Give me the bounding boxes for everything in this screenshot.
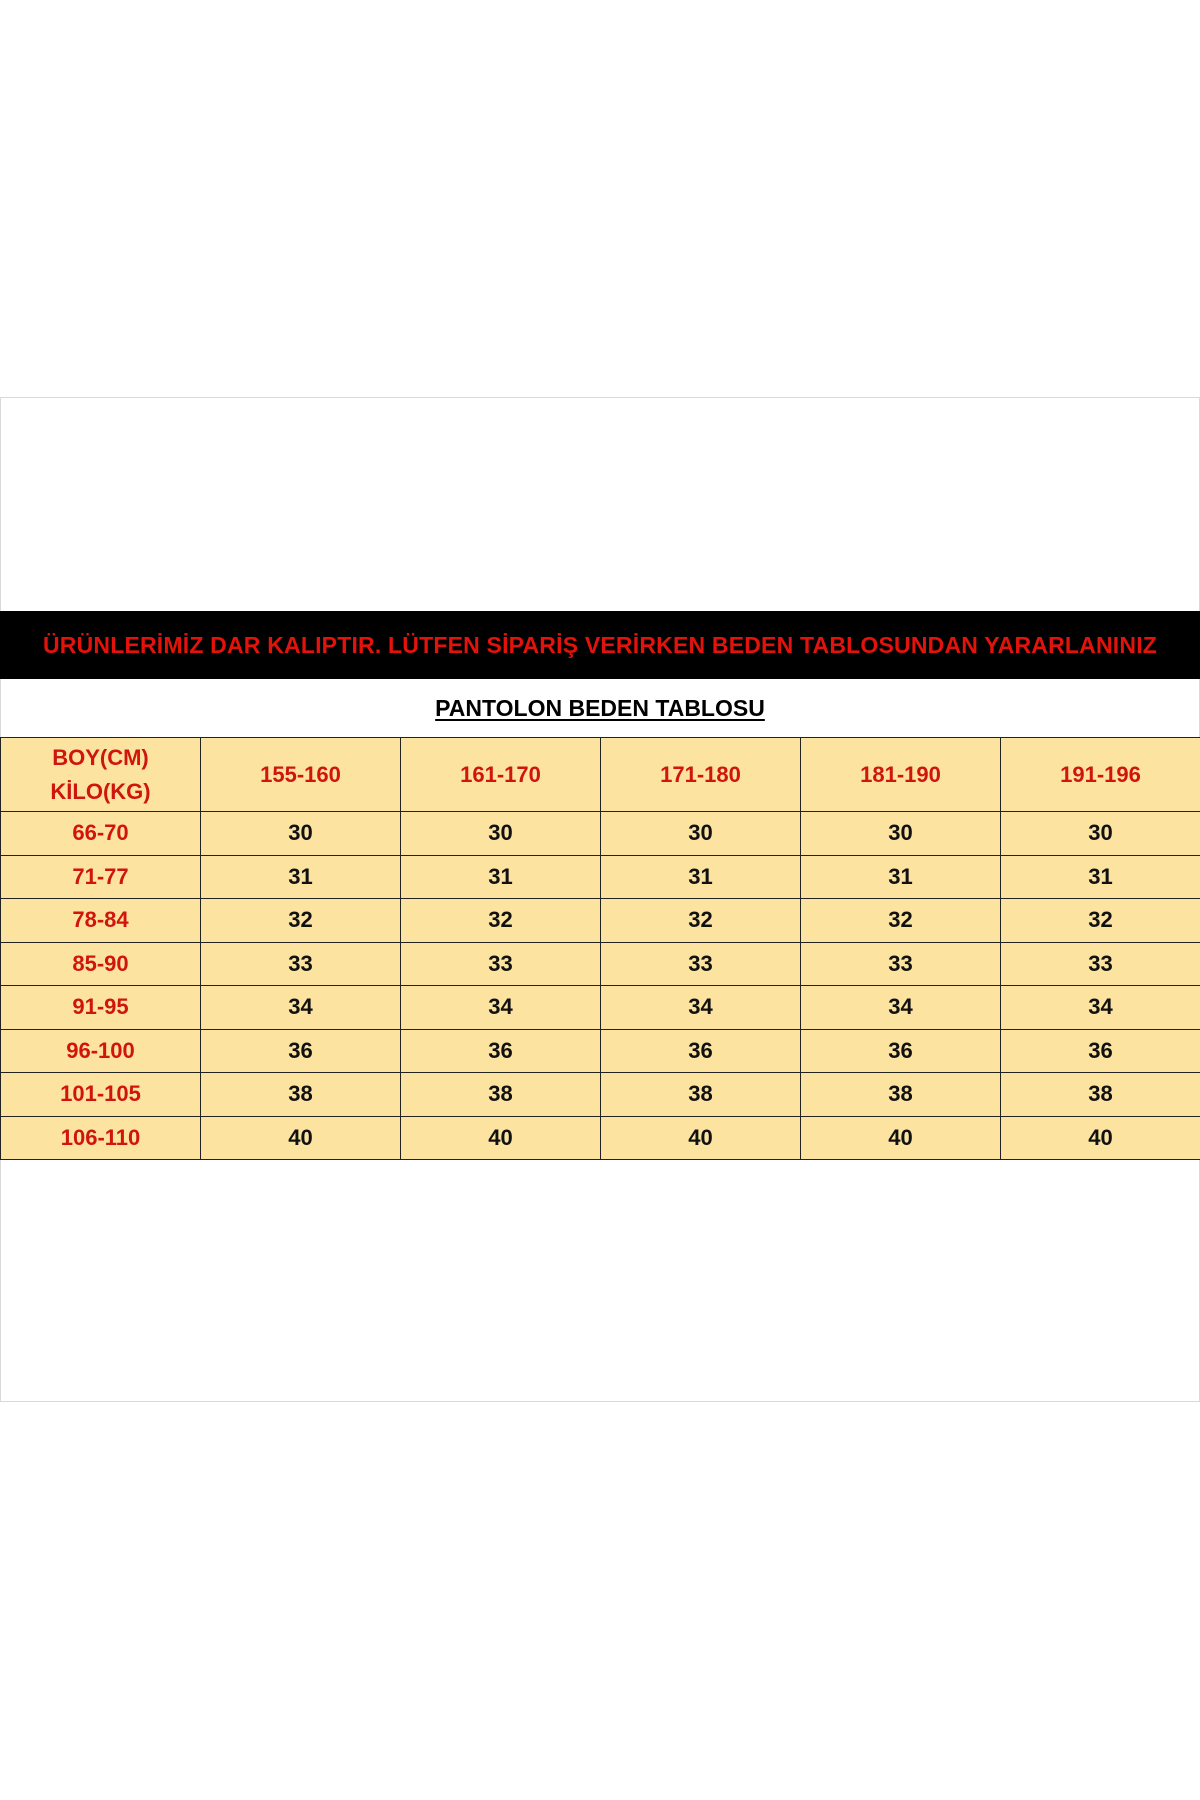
size-cell: 32: [1001, 899, 1200, 943]
size-cell: 38: [801, 1073, 1001, 1117]
column-header: 191-196: [1001, 738, 1200, 812]
size-cell: 36: [201, 1029, 401, 1073]
size-cell: 33: [801, 942, 1001, 986]
size-cell: 33: [1001, 942, 1200, 986]
row-weight-label: 85-90: [1, 942, 201, 986]
size-cell: 36: [401, 1029, 601, 1073]
table-row: [1, 1116, 1200, 1160]
size-cell: 40: [601, 1116, 801, 1160]
size-cell: 34: [1001, 986, 1200, 1030]
table-row: [1, 812, 1200, 856]
row-weight-label: 91-95: [1, 986, 201, 1030]
size-cell: 38: [401, 1073, 601, 1117]
warning-banner: [0, 611, 1200, 679]
size-table: [0, 737, 1200, 1160]
column-header: 161-170: [401, 738, 601, 812]
size-cell: 34: [401, 986, 601, 1030]
table-row: [1, 1073, 1200, 1117]
size-cell: 33: [401, 942, 601, 986]
size-cell: 32: [201, 899, 401, 943]
table-row: [1, 899, 1200, 943]
size-cell: 40: [801, 1116, 1001, 1160]
size-cell: 36: [801, 1029, 1001, 1073]
table-row: [1, 942, 1200, 986]
size-cell: 30: [601, 812, 801, 856]
size-cell: 30: [801, 812, 1001, 856]
size-cell: 34: [801, 986, 1001, 1030]
size-cell: 31: [1001, 855, 1200, 899]
column-header: 155-160: [201, 738, 401, 812]
table-title-row: [0, 679, 1200, 737]
size-cell: 33: [601, 942, 801, 986]
size-cell: 32: [601, 899, 801, 943]
size-cell: 40: [201, 1116, 401, 1160]
table-row: [1, 855, 1200, 899]
column-header: 181-190: [801, 738, 1001, 812]
size-cell: 31: [801, 855, 1001, 899]
row-weight-label: 71-77: [1, 855, 201, 899]
table-row: [1, 1029, 1200, 1073]
size-cell: 38: [201, 1073, 401, 1117]
row-weight-label: 101-105: [1, 1073, 201, 1117]
size-cell: 36: [1001, 1029, 1200, 1073]
size-cell: 38: [1001, 1073, 1200, 1117]
size-cell: 38: [601, 1073, 801, 1117]
table-header-row: [1, 738, 1200, 812]
size-cell: 34: [601, 986, 801, 1030]
row-weight-label: 78-84: [1, 899, 201, 943]
warning-banner-text: ÜRÜNLERİMİZ DAR KALIPTIR. LÜTFEN SİPARİŞ VERİRKEN BEDEN TABLOSUNDAN YARARLANINIZ: [42, 631, 1158, 658]
weight-axis-label: KİLO(KG): [50, 778, 151, 804]
size-cell: 36: [601, 1029, 801, 1073]
size-cell: 40: [1001, 1116, 1200, 1160]
size-cell: 30: [401, 812, 601, 856]
size-cell: 30: [201, 812, 401, 856]
height-axis-label: BOY(CM): [52, 744, 149, 770]
row-weight-label: 96-100: [1, 1029, 201, 1073]
size-cell: 34: [201, 986, 401, 1030]
size-cell: 31: [201, 855, 401, 899]
row-weight-label: 66-70: [1, 812, 201, 856]
table-title: PANTOLON BEDEN TABLOSU: [435, 694, 765, 721]
size-cell: 40: [401, 1116, 601, 1160]
size-cell: 33: [201, 942, 401, 986]
size-cell: 31: [401, 855, 601, 899]
size-cell: 32: [401, 899, 601, 943]
size-cell: 31: [601, 855, 801, 899]
column-header: 171-180: [601, 738, 801, 812]
corner-header-cell: [1, 738, 201, 812]
size-cell: 30: [1001, 812, 1200, 856]
row-weight-label: 106-110: [1, 1116, 201, 1160]
table-row: [1, 986, 1200, 1030]
size-cell: 32: [801, 899, 1001, 943]
